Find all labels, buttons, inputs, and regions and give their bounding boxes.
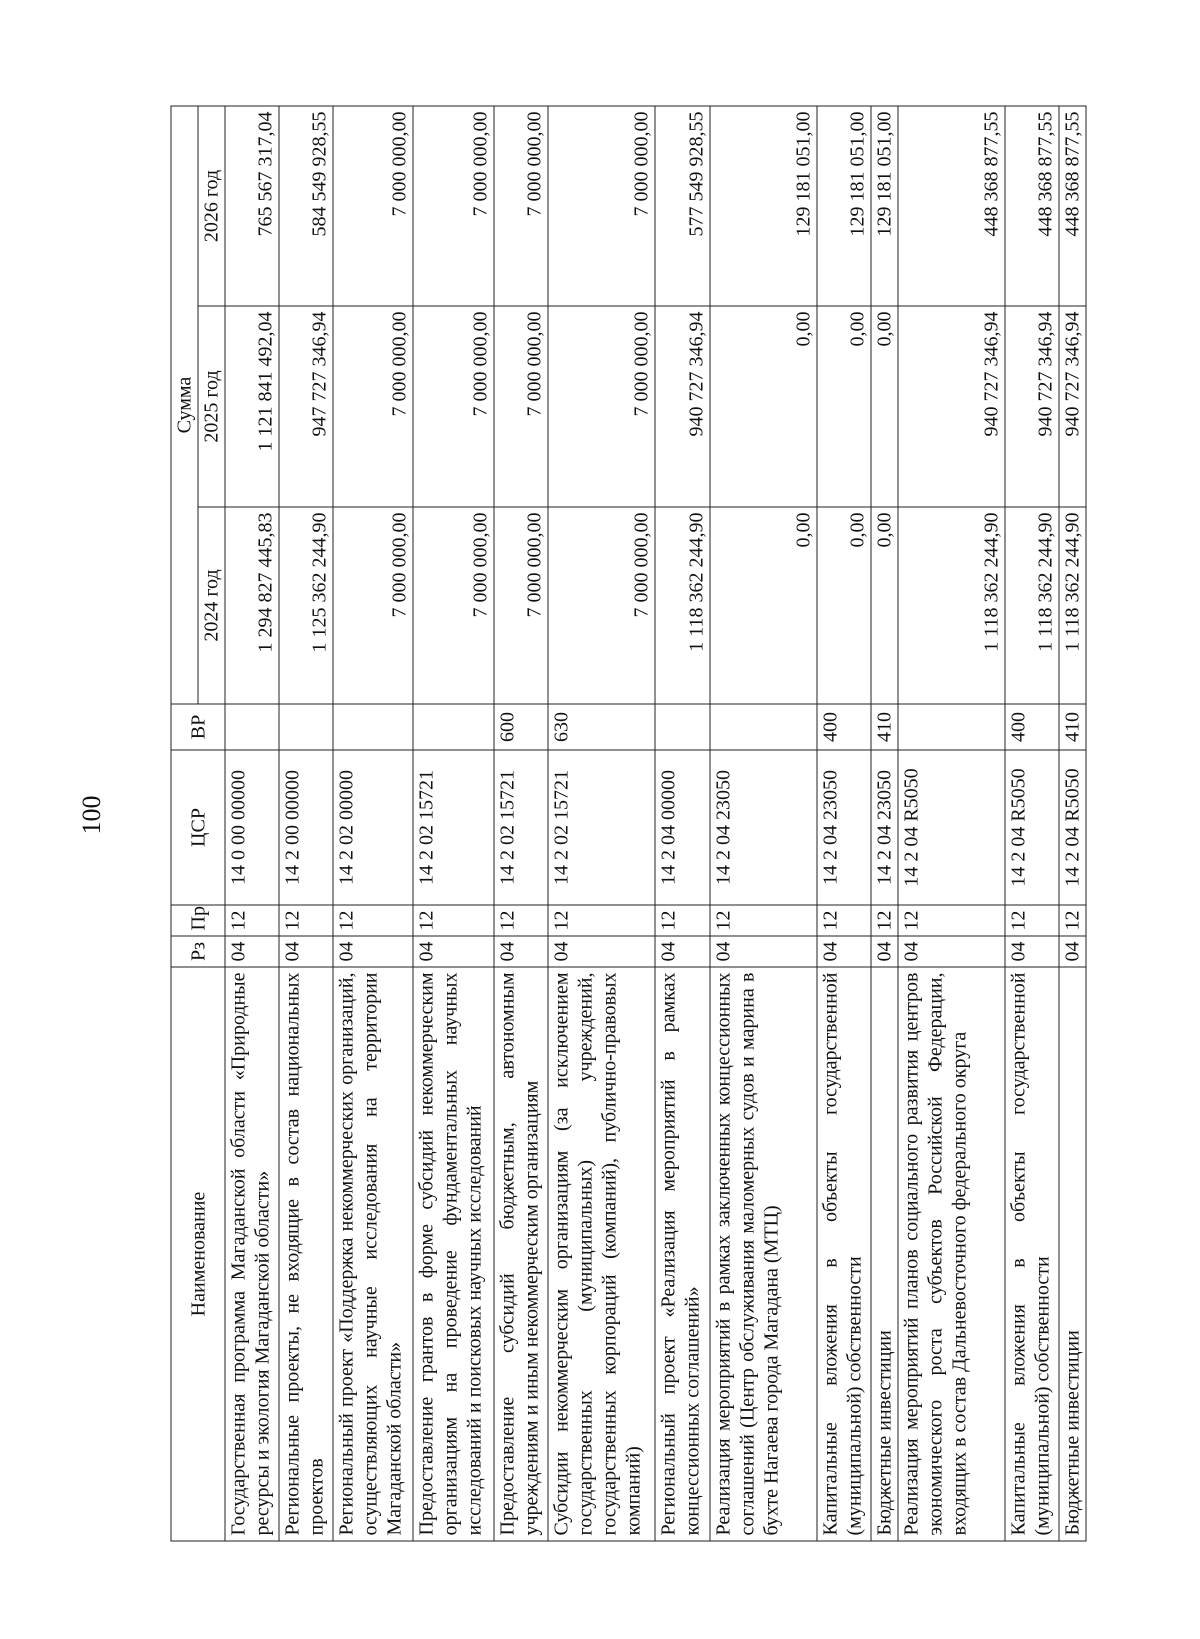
row-pr: 12: [817, 905, 871, 936]
row-2026: 448 368 877,55: [1005, 106, 1059, 306]
table-row: [655, 106, 709, 1541]
row-rz: 04: [898, 936, 1005, 967]
table-row: [279, 106, 333, 1541]
table-row: [225, 106, 279, 1541]
table-row: [548, 106, 655, 1541]
row-vr: [279, 704, 333, 750]
row-name: Предоставление субсидий бюджетным, автономным учреждениям и иным некоммерческим организациям: [494, 967, 548, 1541]
row-vr: 410: [871, 704, 898, 750]
row-csr: 14 2 04 23050: [710, 750, 817, 905]
row-2025: 7 000 000,00: [413, 306, 494, 507]
row-2026: 584 549 928,55: [279, 106, 333, 306]
row-2025: 0,00: [817, 306, 871, 507]
row-name: Реализация мероприятий планов социального развития центров экономического роста субъектов Российской Федерации, входящих в состав Дальневосточного федерального округа: [898, 967, 1005, 1541]
row-2025: 940 727 346,94: [1005, 306, 1059, 507]
page-number: 100: [77, 795, 106, 835]
row-name: Предоставление грантов в форме субсидий некоммерческим организациям на проведение фундаментальных научных исследований и поисковых научных исследований: [413, 967, 494, 1541]
row-vr: [710, 704, 817, 750]
table-row: [710, 106, 817, 1541]
rotated-table-container: [171, 106, 1087, 1541]
row-csr: 14 2 04 23050: [817, 750, 871, 905]
row-name: Бюджетные инвестиции: [871, 967, 898, 1541]
row-vr: 400: [1005, 704, 1059, 750]
row-csr: 14 2 02 15721: [413, 750, 494, 905]
row-pr: 12: [655, 905, 709, 936]
row-rz: 04: [333, 936, 413, 967]
row-name: Государственная программа Магаданской области «Природные ресурсы и экология Магаданской области»: [225, 967, 279, 1541]
row-pr: 12: [710, 905, 817, 936]
header-csr: ЦСР: [171, 750, 225, 905]
row-2025: 7 000 000,00: [548, 306, 655, 507]
row-csr: 14 2 00 00000: [279, 750, 333, 905]
table-row: [1005, 106, 1059, 1541]
row-pr: 12: [871, 905, 898, 936]
row-vr: [225, 704, 279, 750]
row-2024: 1 125 362 244,90: [279, 507, 333, 704]
row-vr: [413, 704, 494, 750]
row-name: Субсидии некоммерческим организациям (за исключением государственных (муниципальных) учреждений, государственных корпораций (компаний), публично-правовых компаний): [548, 967, 655, 1541]
row-2024: 7 000 000,00: [413, 507, 494, 704]
row-2026: 7 000 000,00: [494, 106, 548, 306]
row-2025: 7 000 000,00: [494, 306, 548, 507]
table-row: [898, 106, 1005, 1541]
row-csr: 14 0 00 00000: [225, 750, 279, 905]
table-row: [817, 106, 871, 1541]
row-csr: 14 2 04 R5050: [898, 750, 1005, 905]
row-csr: 14 2 02 00000: [333, 750, 413, 905]
row-2024: 7 000 000,00: [333, 507, 413, 704]
row-pr: 12: [225, 905, 279, 936]
row-2026: 577 549 928,55: [655, 106, 709, 306]
row-rz: 04: [548, 936, 655, 967]
row-pr: 12: [898, 905, 1005, 936]
budget-table: [171, 105, 1087, 1541]
row-rz: 04: [655, 936, 709, 967]
row-vr: 400: [817, 704, 871, 750]
row-2024: 1 294 827 445,83: [225, 507, 279, 704]
row-rz: 04: [871, 936, 898, 967]
row-rz: 04: [1059, 936, 1086, 967]
row-2024: 7 000 000,00: [548, 507, 655, 704]
row-2024: 0,00: [817, 507, 871, 704]
row-rz: 04: [1005, 936, 1059, 967]
table-row: [871, 106, 898, 1541]
row-2024: 1 118 362 244,90: [655, 507, 709, 704]
row-2024: 0,00: [871, 507, 898, 704]
row-2026: 7 000 000,00: [413, 106, 494, 306]
row-2026: 7 000 000,00: [333, 106, 413, 306]
row-csr: 14 2 02 15721: [548, 750, 655, 905]
table-row: [1059, 106, 1086, 1541]
row-2025: 7 000 000,00: [333, 306, 413, 507]
row-2025: 940 727 346,94: [898, 306, 1005, 507]
row-rz: 04: [225, 936, 279, 967]
row-name: Региональный проект «Поддержка некоммерческих организаций, осуществляющих научные исследования на территории Магаданской области»: [333, 967, 413, 1541]
row-2026: 129 181 051,00: [817, 106, 871, 306]
row-rz: 04: [413, 936, 494, 967]
row-pr: 12: [494, 905, 548, 936]
row-name: Капитальные вложения в объекты государственной (муниципальной) собственности: [1005, 967, 1059, 1541]
row-2025: 940 727 346,94: [655, 306, 709, 507]
row-vr: 630: [548, 704, 655, 750]
row-2026: 7 000 000,00: [548, 106, 655, 306]
header-name: Наименование: [171, 967, 225, 1541]
row-2026: 448 368 877,55: [898, 106, 1005, 306]
row-rz: 04: [494, 936, 548, 967]
row-rz: 04: [710, 936, 817, 967]
row-2024: 1 118 362 244,90: [1005, 507, 1059, 704]
header-rz: Рз: [171, 936, 225, 967]
row-csr: 14 2 04 R5050: [1005, 750, 1059, 905]
row-name: Капитальные вложения в объекты государственной (муниципальной) собственности: [817, 967, 871, 1541]
row-name: Реализация мероприятий в рамках заключенных концессионных соглашений (Центр обслуживания маломерных судов и марина в бухте Нагаева города Магадана (МТЦ): [710, 967, 817, 1541]
row-csr: 14 2 04 R5050: [1059, 750, 1086, 905]
row-vr: [655, 704, 709, 750]
header-vr: ВР: [171, 704, 225, 750]
row-2025: 0,00: [710, 306, 817, 507]
row-2026: 129 181 051,00: [871, 106, 898, 306]
row-pr: 12: [548, 905, 655, 936]
table-row: [413, 106, 494, 1541]
row-pr: 12: [333, 905, 413, 936]
row-2026: 765 567 317,04: [225, 106, 279, 306]
row-name: Бюджетные инвестиции: [1059, 967, 1086, 1541]
row-csr: 14 2 04 00000: [655, 750, 709, 905]
row-name: Региональные проекты, не входящие в состав национальных проектов: [279, 967, 333, 1541]
table-row: [494, 106, 548, 1541]
header-sum: Сумма: [171, 106, 198, 704]
table-row: [333, 106, 413, 1541]
row-2025: 940 727 346,94: [1059, 306, 1086, 507]
row-2024: 0,00: [710, 507, 817, 704]
row-2025: 0,00: [871, 306, 898, 507]
row-vr: [898, 704, 1005, 750]
header-year-2024: 2024 год: [198, 507, 225, 704]
row-2024: 7 000 000,00: [494, 507, 548, 704]
row-vr: [333, 704, 413, 750]
row-pr: 12: [279, 905, 333, 936]
row-2026: 448 368 877,55: [1059, 106, 1086, 306]
row-rz: 04: [817, 936, 871, 967]
row-2025: 947 727 346,94: [279, 306, 333, 507]
row-rz: 04: [279, 936, 333, 967]
row-csr: 14 2 04 23050: [871, 750, 898, 905]
header-year-2025: 2025 год: [198, 306, 225, 507]
row-pr: 12: [413, 905, 494, 936]
header-year-2026: 2026 год: [198, 106, 225, 306]
row-2024: 1 118 362 244,90: [1059, 507, 1086, 704]
header-pr: Пр: [171, 905, 225, 936]
row-pr: 12: [1005, 905, 1059, 936]
row-vr: 410: [1059, 704, 1086, 750]
row-2026: 129 181 051,00: [710, 106, 817, 306]
row-pr: 12: [1059, 905, 1086, 936]
row-2024: 1 118 362 244,90: [898, 507, 1005, 704]
row-2025: 1 121 841 492,04: [225, 306, 279, 507]
row-name: Региональный проект «Реализация мероприятий в рамках концессионных соглашений»: [655, 967, 709, 1541]
row-csr: 14 2 02 15721: [494, 750, 548, 905]
row-vr: 600: [494, 704, 548, 750]
